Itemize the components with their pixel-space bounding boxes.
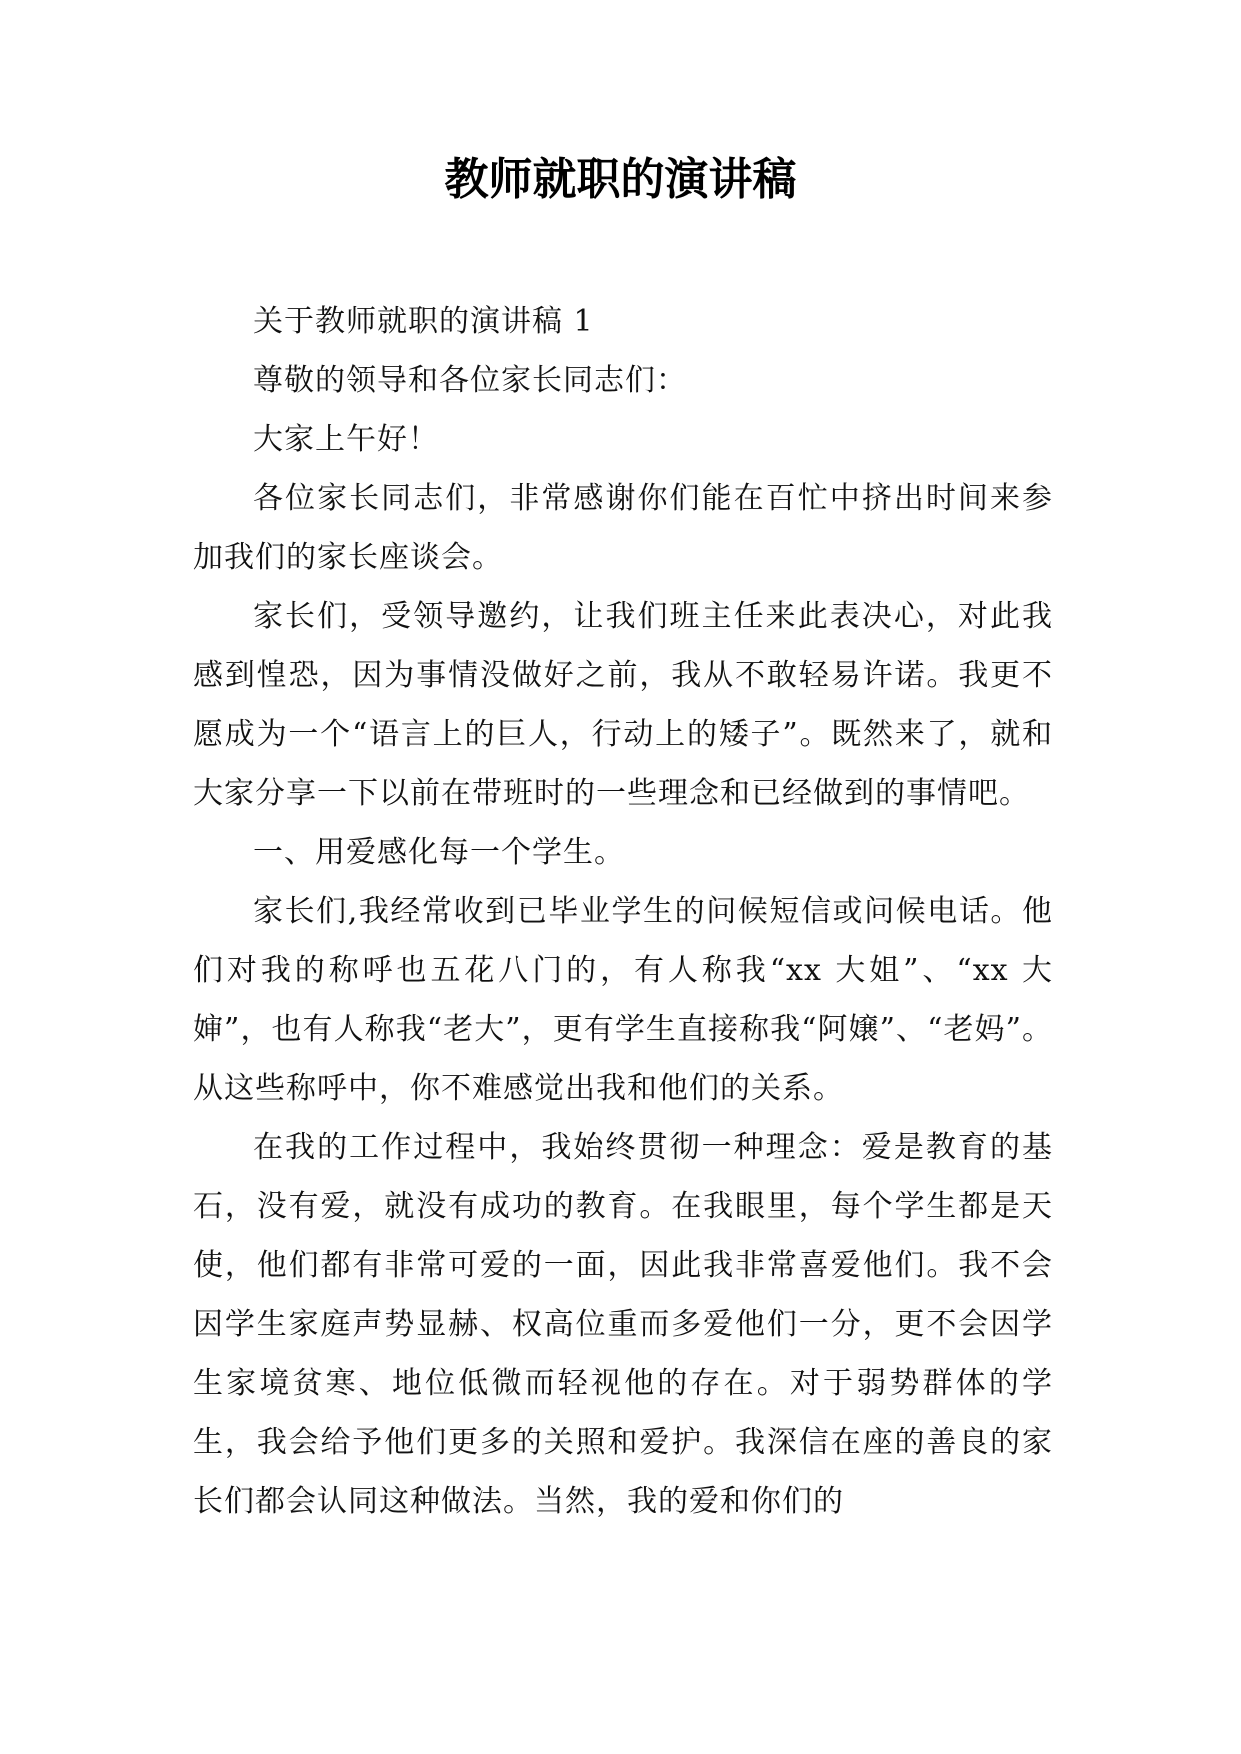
paragraph-intro: 家长们，受领导邀约，让我们班主任来此表决心，对此我感到惶恐，因为事情没做好之前，我从不敢轻易许诺。我更不愿成为一个“语言上的巨人，行动上的矮子”。既然来了，就和大家分享一下以前在带班时的一些理念和已经做到的事情吧。 [193, 599, 1053, 811]
paragraph-students-greetings: 家长们,我经常收到已毕业学生的问候短信或问候电话。他们对我的称呼也五花八门的，有人称我“xx 大姐”、“xx 大婶”，也有人称我“老大”，更有学生直接称我“阿嬢”、“老妈”。从这些称呼中，你不难感觉出我和他们的关系。 [193, 894, 1053, 1106]
paragraph-thanks: 各位家长同志们，非常感谢你们能在百忙中挤出时间来参加我们的家长座谈会。 [193, 481, 1053, 575]
paragraph-greeting: 大家上午好！ [253, 422, 439, 457]
paragraph-heading: 关于教师就职的演讲稿 1 [253, 304, 594, 339]
paragraph-philosophy: 在我的工作过程中，我始终贯彻一种理念：爱是教育的基石，没有爱，就没有成功的教育。在我眼里，每个学生都是天使，他们都有非常可爱的一面，因此我非常喜爱他们。我不会因学生家庭声势显赫、权高位重而多爱他们一分，更不会因学生家境贫寒、地位低微而轻视他的存在。对于弱势群体的学生，我会给予他们更多的关照和爱护。我深信在座的善良的家长们都会认同这种做法。当然，我的爱和你们的 [193, 1130, 1053, 1519]
paragraph-salutation: 尊敬的领导和各位家长同志们： [253, 363, 687, 398]
section-heading-one: 一、用爱感化每一个学生。 [253, 835, 625, 870]
document-title: 教师就职的演讲稿 [444, 154, 797, 205]
document-body [193, 292, 1053, 1531]
